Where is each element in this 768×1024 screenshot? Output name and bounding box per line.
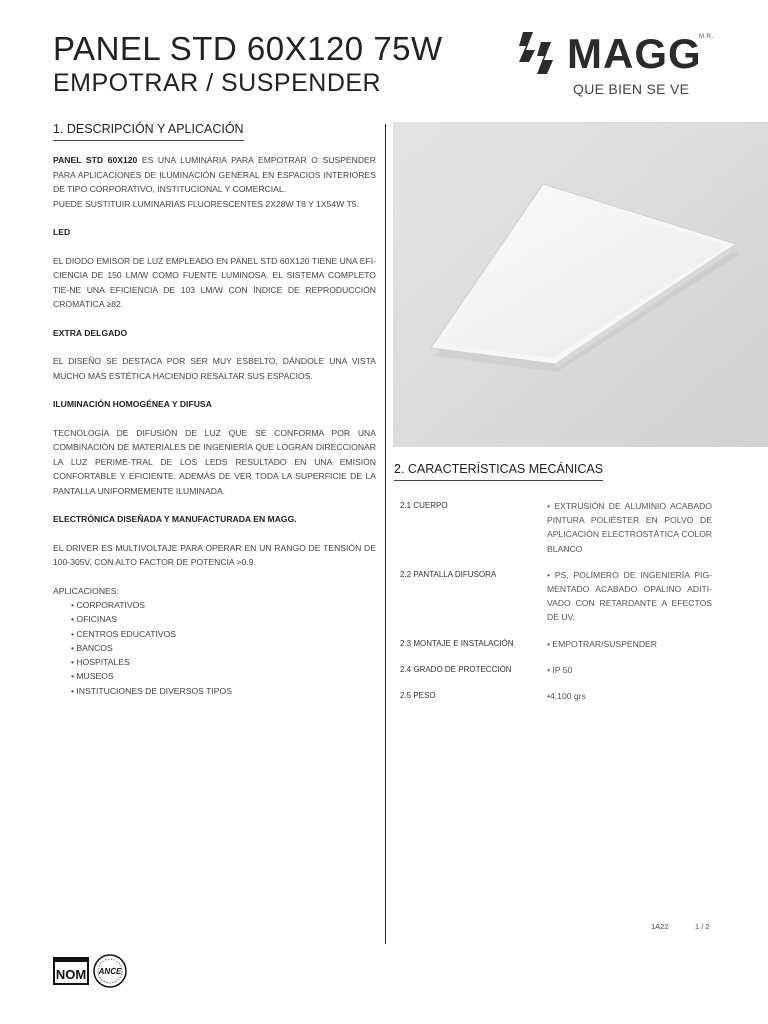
page-number: 1 / 2 [695,922,710,931]
list-item: • BANCOS [71,642,113,653]
applications-heading: APLICACIONES: [53,585,119,596]
product-title: PANEL STD 60X120 75W [53,30,443,67]
document-code: 1A22 [651,922,669,931]
spec-label: 2.5 PESO [400,691,436,701]
electronics-heading: ELECTRÓNICA DISEÑADA Y MANUFACTURADA EN MAGG. [53,514,297,524]
led-heading: LED [53,227,71,237]
intro-text-2: PUEDE SUSTITUIR LUMINARIAS FLUORESCENTES 2X28W T8 Y 1X54W T5. [53,198,359,209]
list-item: • MUSEOS [71,671,114,682]
nom-certification-icon [53,956,89,986]
ance-text: ANCE [98,967,122,976]
homogeneous-heading: ILUMINACIÓN HOMOGÉNEA Y DIFUSA [53,399,212,409]
intro-paragraph [53,153,376,197]
list-item: • CORPORATIVOS [71,600,145,610]
led-paragraph: EL DIODO EMISOR DE LUZ EMPLEADO EN PANEL STD 60X120 TIENE UNA EFI-CIENCIA DE 150 LM/W COMO FUENTE LUMINOSA. EL SISTEMA COMPLETO TIE-NE UNA EFICIENCIA DE 103 LM/W CON ÍNDICE DE REPRODUCCIÓN CROMÁTICA ≥82. [53,255,376,309]
section-heading-mechanical: 2. CARACTERÍSTICAS MECÁNICAS [394,460,603,481]
column-divider [385,124,386,944]
thin-paragraph: EL DISEÑO SE DESTACA POR SER MUY ESBELTO, DÁNDOLE UNA VISTA MUCHO MÁS ESTÉTICA HACIENDO RESALTAR SUS ESPACIOS. [53,356,376,381]
magg-logo [517,26,717,106]
list-item: • CENTROS EDUCATIVOS [71,628,177,639]
nom-text: NOM [55,967,87,982]
thin-heading: EXTRA DELGADO [53,327,128,338]
mechanical-section [394,460,724,715]
spec-label: 2.1 CUERPO [400,501,448,510]
ance-certification-icon [92,953,128,989]
magg-mark-icon [517,28,561,78]
homogeneous-paragraph: TECNOLOGÍA DE DIFUSIÓN DE LUZ QUE SE CONFORMA POR UNA COMBINACIÓN DE MATERIALES DE INGENIERÍA QUE LOGRAN DIRECCIONAR LA LUZ PERIME-TRAL DE LOS LEDS RESULTADO EN UNA EMISIÓN CONFORTABLE Y EFICIENTE. ADEMÁS DE VER TODA LA SUPERFICIE DE LA PANTALLA UNIFORMEMENTE ILUMINADA. [53,427,376,496]
logo-registered-mark: M.R. [699,34,714,40]
intro-text: ES UNA LUMINARIA PARA EMPOTRAR O SUSPENDER PARA APLICACIONES DE ILUMINACIÓN GENERAL EN ESPACIOS INTERIORES DE TIPO CORPORATIVO, INSTITUCIONAL Y COMERCIAL. [53,155,376,194]
table-row [394,568,724,625]
list-item: • HOSPITALES [71,657,130,668]
table-row [394,689,724,703]
spec-label: 2.2 PANTALLA DIFUSORA [400,569,497,579]
spec-table [394,499,724,703]
electronics-paragraph: EL DRIVER ES MULTIVOLTAJE PARA OPERAR EN UN RANGO DE TENSIÓN DE 100-305V, CON ALTO FACTOR DE POTENCIA >0.9. [53,542,376,567]
spec-value: • IP 50 [547,664,573,675]
product-photo [393,122,768,447]
list-item: • OFICINAS [71,614,117,625]
table-row [394,663,724,677]
intro-product-name: PANEL STD 60X120 [53,155,138,165]
spec-label: 2.3 MONTAJE E INSTALACIÓN [400,638,514,648]
led-panel-image [393,122,768,447]
spec-value: • PS, POLÍMERO DE INGENIERÍA PIG-MENTADO ACABADO OPALINO ADITI-VADO CON RETARDANTE A EFECTOS DE UV. [547,569,712,623]
product-subtitle: EMPOTRAR / SUSPENDER [53,69,382,97]
spec-value: • EXTRUSIÓN DE ALUMINIO ACABADO PINTURA POLIÉSTER EN POLVO DE APLICACIÓN ELECTROSTÁTICA COLOR BLANCO [547,501,712,554]
logo-name: MAGG [567,30,702,77]
spec-value: •4,100 grs [547,691,586,702]
spec-label: 2.4 GRADO DE PROTECCIÓN [400,664,512,674]
table-row [394,499,724,556]
section-heading-description: 1. DESCRIPCIÓN Y APLICACIÓN [53,120,244,141]
table-row [394,637,724,651]
applications-list [53,598,376,698]
logo-tagline: QUE BIEN SE VE [573,81,690,97]
list-item: • INSTITUCIONES DE DIVERSOS TIPOS [71,685,232,696]
description-section [53,120,376,698]
spec-value: • EMPOTRAR/SUSPENDER [547,638,657,649]
